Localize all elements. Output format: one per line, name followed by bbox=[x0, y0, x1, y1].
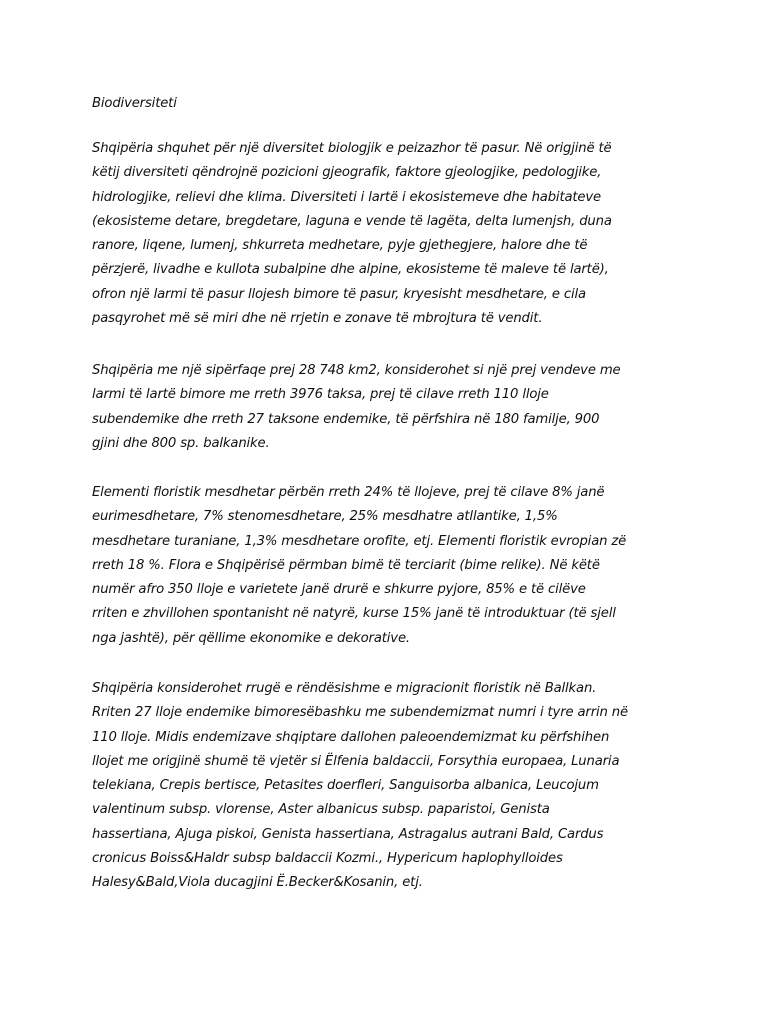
paragraph-line: rreth 18 %. Flora e Shqipërisë përmban bimë të terciarit (bime relike). Në këtë bbox=[92, 557, 600, 573]
paragraph-floristic-elements bbox=[92, 481, 692, 651]
paragraph-line: eurimesdhetare, 7% stenomesdhetare, 25% mesdhatre atllantike, 1,5% bbox=[92, 509, 558, 525]
paragraph-flora-diversity bbox=[92, 137, 692, 331]
paragraph-line: (ekosisteme detare, bregdetare, laguna e vende të lagëta, delta lumenjsh, duna bbox=[92, 213, 612, 229]
paragraph-line: Shqipëria me një sipërfaqe prej 28 748 km2, konsiderohet si një prej vendeve me bbox=[92, 363, 621, 378]
paragraph-line: këtij diversiteti qëndrojnë pozicioni gjeografik, faktore gjeologjike, pedologjike, bbox=[92, 165, 602, 181]
paragraph-line: pasqyrohet më së miri dhe në rrjetin e zonave të mbrojtura të vendit. bbox=[92, 311, 543, 327]
paragraph-line: cronicus Boiss&Haldr subsp baldaccii Kozmi., Hypericum haplophylloides bbox=[92, 851, 563, 867]
paragraph-line: larmi të lartë bimore me rreth 3976 taksa, prej të cilave rreth 110 lloje bbox=[92, 387, 549, 403]
paragraph-line: telekiana, Crepis bertisce, Petasites doerfleri, Sanguisorba albanica, Leucojum bbox=[92, 778, 599, 794]
paragraph-line: numër afro 350 lloje e varietete janë drurë e shkurre pyjore, 85% e të cilëve bbox=[92, 582, 586, 598]
paragraph-endemic-species bbox=[92, 677, 692, 896]
paragraph-line: Rriten 27 lloje endemike bimoresëbashku me subendemizmat numri i tyre arrin në bbox=[92, 705, 628, 721]
paragraph-area-taxa bbox=[92, 359, 692, 456]
paragraph-line: mesdhetare turaniane, 1,3% mesdhetare orofite, etj. Elementi floristik evropian zë bbox=[92, 533, 627, 549]
paragraph-line: nga jashtë), për qëllime ekonomike e dekorative. bbox=[92, 630, 410, 646]
paragraph-line: valentinum subsp. vlorense, Aster albanicus subsp. paparistoi, Genista bbox=[92, 802, 550, 818]
paragraph-line: llojet me origjinë shumë të vjetër si Ëlfenia baldaccii, Forsythia europaea, Lunaria bbox=[92, 753, 620, 769]
paragraph-line: hassertiana, Ajuga piskoi, Genista hassertiana, Astragalus autrani Bald, Cardus bbox=[92, 826, 604, 842]
paragraph-line: 110 lloje. Midis endemizave shqiptare dallohen paleoendemizmat ku përfshihen bbox=[92, 729, 610, 745]
paragraph-line: Elementi floristik mesdhetar përbën rreth 24% të llojeve, prej të cilave 8% janë bbox=[92, 485, 605, 500]
paragraph-line: Shqipëria konsiderohet rrugë e rëndësishme e migracionit floristik në Ballkan. bbox=[92, 681, 597, 696]
document-title: Biodiversiteti bbox=[92, 96, 177, 111]
paragraph-line: subendemike dhe rreth 27 taksone endemike, të përfshira në 180 familje, 900 bbox=[92, 411, 600, 427]
paragraph-line: përzjerë, livadhe e kullota subalpine dhe alpine, ekosisteme të maleve të lartë), bbox=[92, 262, 609, 278]
paragraph-line: hidrologjike, relievi dhe klima. Diversiteti i lartë i ekosistemeve dhe habitateve bbox=[92, 189, 601, 205]
paragraph-line: Shqipëria shquhet për një diversitet biologjik e peizazhor të pasur. Në origjinë të bbox=[92, 141, 612, 156]
paragraph-line: gjini dhe 800 sp. balkanike. bbox=[92, 435, 270, 451]
paragraph-line: rriten e zhvillohen spontanisht në natyrë, kurse 15% janë të introduktuar (të sjell bbox=[92, 606, 616, 622]
paragraph-line: Halesy&Bald,Viola ducagjini Ë.Becker&Kosanin, etj. bbox=[92, 875, 423, 891]
paragraph-line: ofron një larmi të pasur llojesh bimore të pasur, kryesisht mesdhetare, e cila bbox=[92, 286, 586, 302]
paragraph-line: ranore, liqene, lumenj, shkurreta medhetare, pyje gjethegjere, halore dhe të bbox=[92, 238, 588, 254]
